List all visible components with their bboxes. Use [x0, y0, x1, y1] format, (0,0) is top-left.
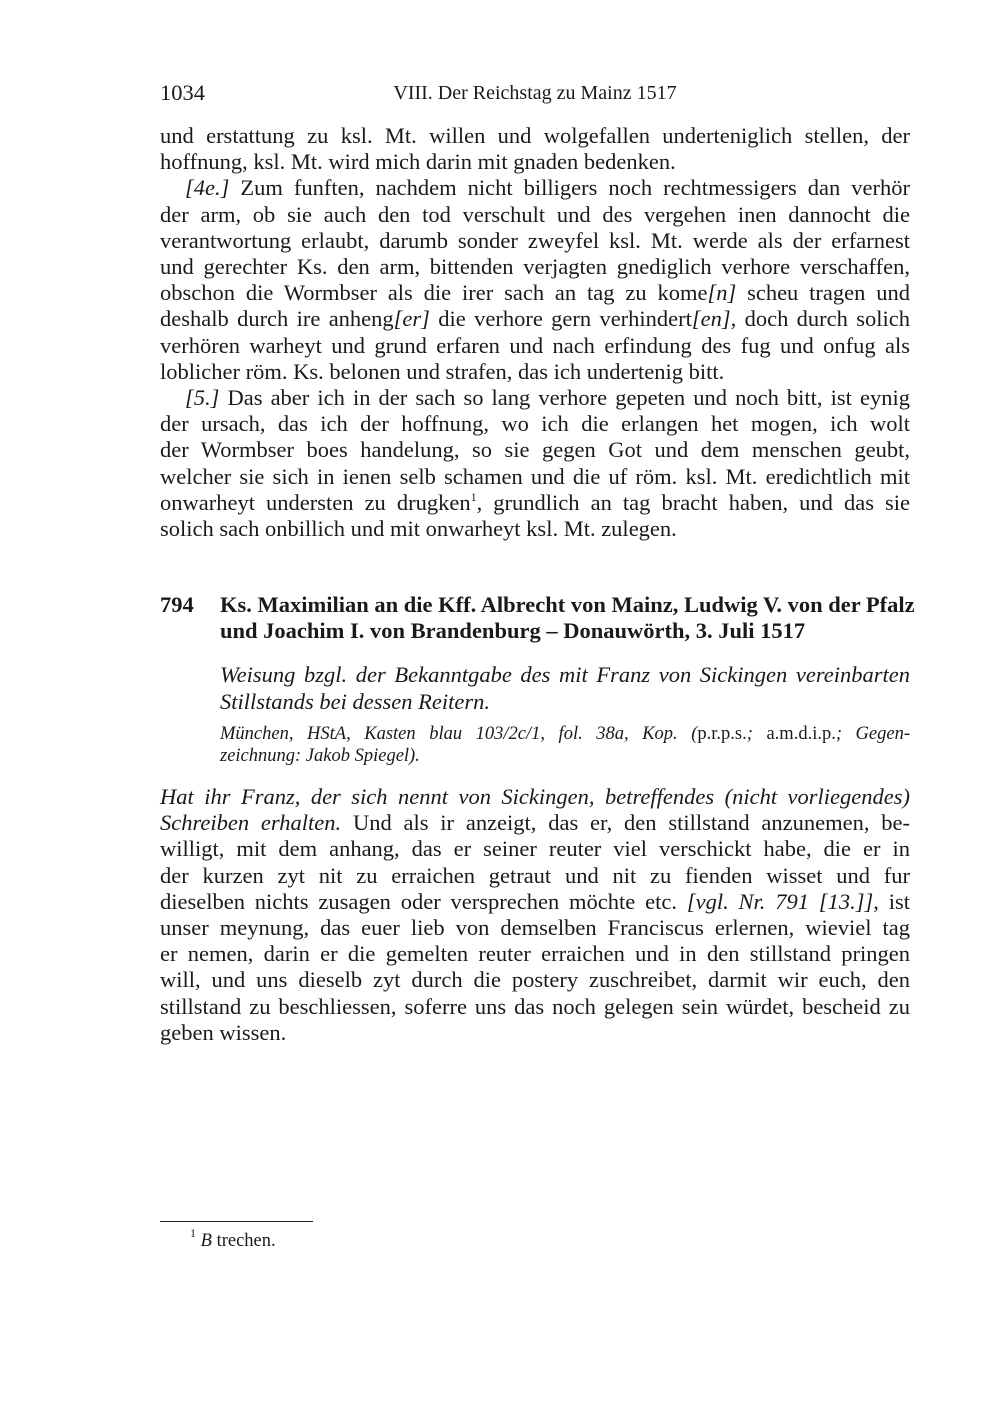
- text-segment: der kurzen zyt nit zu erraichen getraut und nit zu fienden wisset und fur: [160, 862, 910, 888]
- text-segment: geben wissen.: [160, 1019, 287, 1045]
- body-line: [160, 149, 910, 175]
- text-segment: a.m.d.i.p.: [752, 724, 836, 744]
- body-line: [160, 228, 910, 254]
- text-segment: scheu tragen und: [736, 280, 910, 306]
- body-line: [160, 254, 910, 280]
- text-segment: stillstand zu beschliessen, soferre uns das noch gelegen sein würdet, bescheid zu: [160, 993, 910, 1019]
- text-segment: verhören warheyt und grund erfaren und nach erfindung des fug und onfug als: [160, 332, 910, 358]
- italic-text: zeichnung: Jakob Spiegel).: [220, 746, 420, 766]
- text-segment: und Joachim I. von Brandenburg – Donauwörth, 3. Juli 1517: [220, 618, 806, 644]
- italic-text: [5.]: [185, 385, 220, 410]
- footnote-marker: 1: [470, 489, 477, 504]
- text-segment: hoffnung, ksl. Mt. wird mich darin mit gnaden bedenken.: [160, 149, 676, 175]
- italic-text: B: [200, 1231, 212, 1251]
- text-segment: welcher sie sich in ienen selb schamen und die uf röm. ksl. Mt. eredichtlich mit: [160, 463, 910, 489]
- text-segment: er nemen, darin er die gemelten reuter erraichen und in den stillstand pringen: [160, 941, 910, 967]
- text-segment: und gerechter Ks. den arm, bittenden verjagten gnediglich verhore verschaffen,: [160, 254, 910, 279]
- document-number: 794: [160, 592, 194, 617]
- body-line: [160, 306, 910, 332]
- document-body-line: [160, 994, 910, 1020]
- text-segment: solich sach onbillich und mit onwarheyt ksl. Mt. zulegen.: [160, 516, 677, 541]
- text-segment: Ks. Maximilian an die Kff. Albrecht von Mainz, Ludwig V. von der Pfalz: [220, 592, 915, 617]
- footnote-divider: [160, 1221, 313, 1222]
- body-line: [160, 411, 910, 437]
- text-segment: dieselben nichts zusagen oder versprechen möchte etc.: [160, 888, 687, 914]
- body-line: [160, 464, 910, 490]
- italic-text: [er]: [393, 306, 430, 332]
- document-heading-line: [220, 592, 915, 618]
- text-segment: verantwortung erlaubt, darumb sonder zweyfel ksl. Mt. werde als der erfarnest: [160, 227, 910, 253]
- running-title: VIII. Der Reichstag zu Mainz 1517: [393, 82, 677, 104]
- italic-text: Schreiben erhalten.: [160, 810, 342, 836]
- text-segment: deshalb durch ire anheng: [160, 306, 394, 332]
- text-segment: , doch durch solich: [730, 306, 910, 332]
- document-body-line: [160, 810, 910, 836]
- text-segment: loblicher röm. Ks. belonen und strafen, das ich undertenig bitt.: [160, 358, 725, 384]
- body-line: [160, 202, 910, 228]
- body-line: [185, 385, 910, 411]
- italic-text: [4e.]: [185, 175, 230, 201]
- body-line: [185, 175, 910, 201]
- document-summary-line: [220, 662, 910, 688]
- body-line: [160, 437, 910, 463]
- document-heading-line: [220, 618, 910, 644]
- text-segment: willigt, mit dem anhang, das er seiner reuter viel verschickt habe, die er in: [160, 836, 910, 862]
- body-line: [160, 359, 910, 385]
- text-segment: obschon die Wormbser als die irer sach an tag zu kome: [160, 280, 708, 306]
- italic-text: [vgl. Nr. 791 [13.]]: [686, 888, 874, 914]
- text-segment: unser meynung, das euer lieb von demselben Franciscus erlernen, wieviel tag: [160, 915, 910, 940]
- text-segment: trechen.: [211, 1231, 276, 1251]
- italic-text: Stillstands bei dessen Reitern.: [220, 688, 490, 714]
- document-body-line: [160, 941, 910, 967]
- text-segment: Zum funften, nachdem nicht billigers noch rechtmessigers dan verhör: [229, 175, 910, 201]
- document-body-line: [160, 784, 910, 810]
- document-body-line: [160, 889, 910, 915]
- document-source-line: [220, 723, 910, 745]
- footnote-marker: 1: [190, 1226, 196, 1240]
- document-body-line: [160, 915, 910, 941]
- text-segment: , grundlich an tag bracht haben, und das sie: [476, 489, 911, 515]
- body-line: [160, 516, 910, 542]
- document-body-line: [160, 967, 910, 993]
- italic-text: ; Gegen-: [835, 724, 911, 744]
- document-body-line: [160, 836, 910, 862]
- body-line: [160, 123, 910, 149]
- text-segment: der arm, ob sie auch den tod verschult und des vergehen inen dannocht die: [160, 201, 910, 227]
- text-segment: Und als ir anzeigt, das er, den stillstand anzunemen, be-: [341, 810, 910, 836]
- text-segment: der ursach, das ich der hoffnung, wo ich die erlangen het mogen, ich wolt: [160, 411, 910, 437]
- body-line: [160, 280, 910, 306]
- document-body-line: [160, 863, 910, 889]
- text-segment: p.r.p.s.: [697, 724, 747, 744]
- italic-text: [n]: [707, 280, 737, 306]
- italic-text: Hat ihr Franz, der sich nennt von Sickingen, betreffendes (nicht vorliegendes): [160, 784, 910, 809]
- text-segment: onwarheyt understen zu drugken: [160, 489, 471, 515]
- body-line: [160, 333, 910, 359]
- body-line: [160, 490, 910, 516]
- document-summary-line: [220, 689, 910, 715]
- footnote: [190, 1226, 390, 1252]
- text-segment: , ist: [873, 888, 910, 914]
- text-segment: die verhore gern verhindert: [429, 306, 692, 332]
- page-number: 1034: [160, 80, 205, 105]
- text-segment: der Wormbser boes handelung, so sie gegen Got und dem menschen geubt,: [160, 437, 910, 463]
- italic-text: ;: [746, 724, 753, 744]
- text-segment: Das aber ich in der sach so lang verhore gepeten und noch bitt, ist eynig: [219, 385, 910, 410]
- document-body-line: [160, 1020, 910, 1046]
- italic-text: München, HStA, Kasten blau 103/2c/1, fol. 38a, Kop. (: [220, 724, 698, 744]
- italic-text: [en]: [691, 306, 731, 332]
- text-segment: und erstattung zu ksl. Mt. willen und wolgefallen underteniglich stellen, der: [160, 123, 910, 148]
- italic-text: Weisung bzgl. der Bekanntgabe des mit Franz von Sickingen vereinbarten: [220, 662, 910, 687]
- document-source-line: [220, 745, 910, 767]
- text-segment: will, und uns dieselb zyt durch die postery zuschreibet, darmit wir euch, den: [160, 967, 910, 993]
